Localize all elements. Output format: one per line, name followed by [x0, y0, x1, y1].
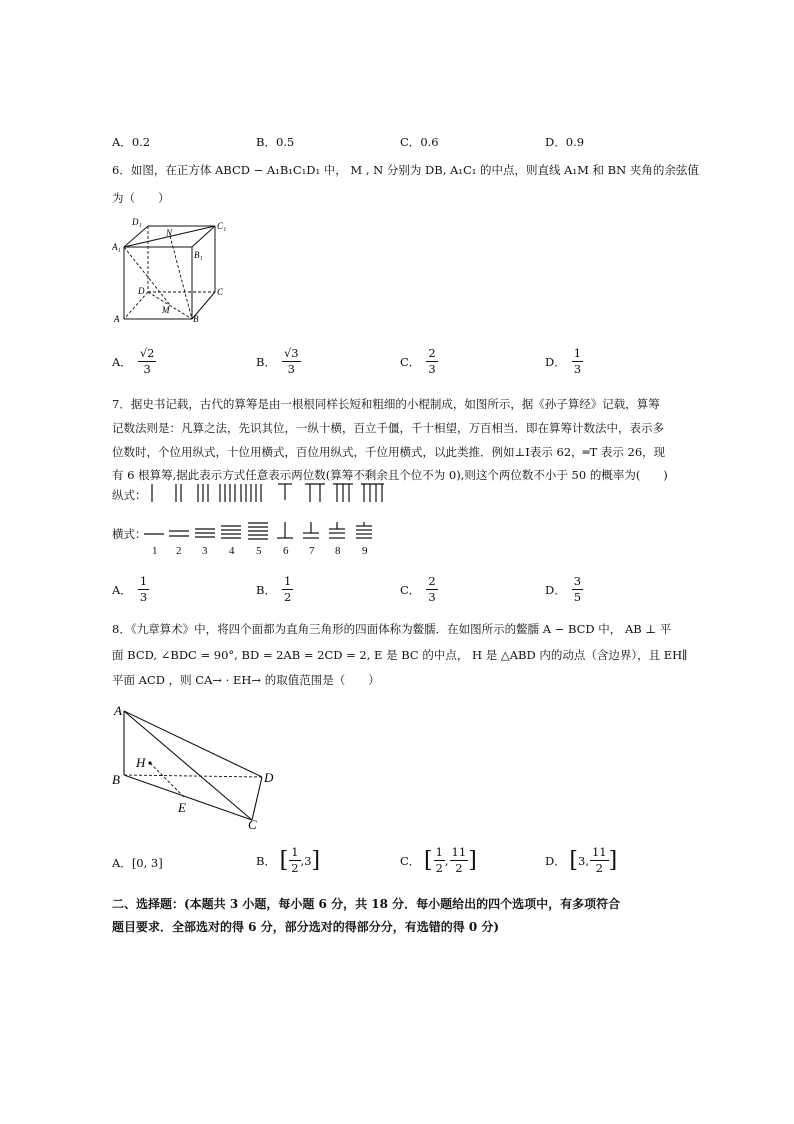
q8-tetrahedron-figure: [112, 703, 282, 833]
q5-option-d: D．0.9: [545, 135, 585, 149]
q7-option-b: B． $\frac{1}{2}$: [256, 574, 292, 604]
edge-d-c: [252, 777, 262, 820]
q7-stem-line3: 位数时，个位用纵式，十位用横式，百位用纵式，千位用横式，以此类推．例如⊥Ⅰ表示 62，═T 表示 26，现: [112, 445, 666, 459]
digit-3: 3: [202, 545, 208, 557]
q6-cube-figure: [112, 214, 232, 326]
digit-9: 9: [362, 545, 368, 557]
label-b1: B₁: [194, 250, 203, 260]
label-d1: D₁: [132, 217, 142, 227]
label-c: C: [217, 287, 224, 297]
label-n: N: [166, 228, 173, 238]
digit-2: 2: [176, 545, 182, 557]
q7-counting-rods-figure: [140, 480, 390, 550]
label-e: E: [178, 800, 186, 815]
digit-1: 1: [152, 545, 158, 557]
rod-vertical-8: [333, 484, 353, 502]
digit-7: 7: [309, 545, 315, 557]
label-c1: C₁: [217, 221, 227, 231]
rod-horizontal-7: [303, 522, 319, 538]
q7-stem-line2: 记数法则是：凡算之法，先识其位，一纵十横，百立千僵，千十相望，万百相当．即在算筹计数法中，表示多: [112, 421, 664, 435]
q8-stem-line1: 8．《九章算术》中，将四个面都为直角三角形的四面体称为鳖臑．在如图所示的鳖臑 A − BCD 中， AB ⊥ 平: [112, 622, 672, 636]
rod-horizontal-4: [221, 526, 241, 538]
q7-option-a: A． $\frac{1}{3}$: [112, 574, 148, 604]
rod-vertical-9: [361, 484, 384, 502]
q8-option-a: A．[0, 3]: [112, 856, 163, 870]
q6-stem-line2: 为（ ）: [112, 191, 170, 205]
q5-option-a: A．0.2: [112, 135, 151, 149]
q6-option-b: B． $\frac{√3}{3}$: [256, 346, 299, 376]
rod-horizontal-3: [195, 529, 215, 537]
q8-stem-line2: 面 BCD, ∠BDC = 90°, BD = 2AB = 2CD = 2, E 是 BC 的中点， H 是 △ABD 内的动点（含边界），且 EH∥: [112, 648, 688, 662]
label-h: H: [136, 755, 146, 770]
label-a: A: [114, 703, 122, 718]
digit-4: 4: [229, 545, 235, 557]
digit-8: 8: [335, 545, 341, 557]
edge-b-c: [124, 775, 252, 820]
digit-6: 6: [283, 545, 289, 557]
q5-option-c: C．0.6: [400, 135, 439, 149]
label-b: B: [112, 772, 120, 787]
q7-option-c: C． $\frac{2}{3}$: [400, 574, 436, 604]
rod-horizontal-5: [248, 523, 268, 539]
rod-horizontal-8: [329, 522, 345, 538]
rod-vertical-2: [176, 484, 181, 502]
label-m: M: [162, 305, 170, 315]
digit-5: 5: [256, 545, 262, 557]
q7-option-d: D． $\frac{3}{5}$: [545, 574, 582, 604]
hidden-d-b: [148, 292, 192, 319]
rod-vertical-6: [278, 484, 292, 500]
q7-stem-line1: 7．据史书记载，古代的算筹是由一根根同样长短和粗细的小棍制成，如图所示，据《孙子算经》记载，算筹: [112, 397, 660, 411]
q6-stem-line1: 6．如图，在正方体 ABCD − A₁B₁C₁D₁ 中， M , N 分别为 DB, A₁C₁ 的中点，则直线 A₁M 和 BN 夹角的余弦值: [112, 163, 699, 177]
q7-stem-line4: 有 6 根算筹,据此表示方式任意表示两位数(算筹不剩余且个位不为 0),则这个两位数不小于 50 的概率为( ): [112, 468, 668, 482]
label-c: C: [248, 817, 257, 832]
label-d: D: [138, 286, 145, 296]
section2-heading-line2: 题目要求．全部选对的得 6 分，部分选对的得部分分，有选错的得 0 分): [112, 920, 500, 934]
rod-vertical-5: [241, 484, 261, 502]
q8-stem-line3: 平面 ACD ，则 CA→ · EH→ 的取值范围是（ ）: [112, 673, 380, 687]
hidden-a1-m: [124, 247, 170, 305]
label-a1: A₁: [112, 242, 121, 252]
label-d: D: [264, 770, 274, 785]
q8-option-c: C． [ $\frac{1}{2}$ , $\frac{11}{2}$ ]: [400, 845, 477, 875]
point-h: [148, 761, 151, 764]
label-b: B: [193, 314, 199, 324]
q6-option-d: D． $\frac{1}{3}$: [545, 346, 582, 376]
hidden-h-e: [150, 763, 184, 797]
q6-option-c: C． $\frac{2}{3}$: [400, 346, 436, 376]
q6-option-a: A． $\frac{√2}{3}$: [112, 346, 155, 376]
hidden-b-d: [124, 775, 262, 777]
hidden-d-a: [124, 292, 148, 319]
rod-horizontal-2: [169, 531, 189, 536]
label-a: A: [114, 314, 120, 324]
rod-vertical-4: [220, 484, 235, 502]
q8-option-d: D． [3, $\frac{11}{2}$ ]: [545, 845, 618, 875]
q7-horizontal-label: 横式：: [112, 527, 147, 541]
q8-option-b: B． [ $\frac{1}{2}$ ,3]: [256, 845, 321, 875]
section2-heading-line1: 二、选择题：(本题共 3 小题，每小题 6 分，共 18 分．每小题给出的四个选项中，有多项符合: [112, 897, 621, 911]
hidden-n-b: [170, 236, 192, 319]
rod-vertical-7: [305, 484, 325, 502]
rod-horizontal-9: [356, 522, 372, 538]
q5-option-b: B．0.5: [256, 135, 295, 149]
rod-vertical-3: [198, 484, 208, 502]
rod-horizontal-6: [277, 522, 293, 538]
q7-vertical-label: 纵式：: [112, 488, 147, 502]
